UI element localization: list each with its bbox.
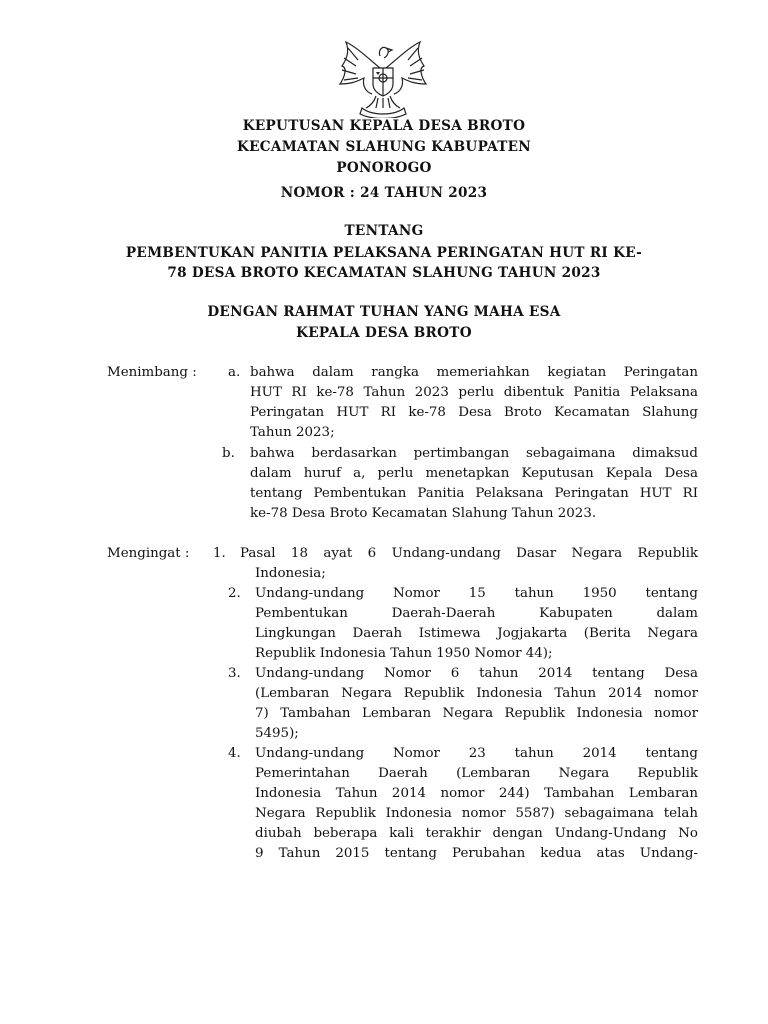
mengingat-1-marker: 1. [213, 546, 226, 561]
mengingat-4-line: Pemerintahan Daerah (Lembaran Negara Republik [255, 766, 698, 781]
subject-line-2: 78 DESA BROTO KECAMATAN SLAHUNG TAHUN 2023 [167, 265, 601, 281]
mengingat-4-line: Indonesia Tahun 2014 nomor 244) Tambahan Lembaran [255, 786, 698, 801]
mengingat-1-line: Indonesia; [255, 566, 326, 581]
mengingat-2-line: Pembentukan Daerah-Daerah Kabupaten dalam [255, 606, 698, 621]
mengingat-4-line: 9 Tahun 2015 tentang Perubahan kedua atas Undang- [255, 846, 698, 861]
mengingat-4-marker: 4. [228, 746, 241, 761]
mengingat-3-marker: 3. [228, 666, 241, 681]
mengingat-4-line: Undang-undang Nomor 23 tahun 2014 tentang [255, 746, 698, 761]
mengingat-2-line: Republik Indonesia Tahun 1950 Nomor 44); [255, 646, 553, 661]
menimbang-b-line: dalam huruf a, perlu menetapkan Keputusan Kepala Desa [250, 466, 698, 481]
grace-line: DENGAN RAHMAT TUHAN YANG MAHA ESA [207, 304, 561, 320]
official-title: KEPALA DESA BROTO [296, 325, 472, 341]
mengingat-3-line: 5495); [255, 726, 299, 741]
mengingat-4-line: diubah beberapa kali terakhir dengan Undang-Undang No [255, 826, 698, 841]
mengingat-label: Mengingat : [107, 546, 190, 561]
menimbang-b-marker: b. [222, 446, 235, 461]
title-line-2: KECAMATAN SLAHUNG KABUPATEN [236, 139, 532, 155]
mengingat-3-line: Undang-undang Nomor 6 tahun 2014 tentang Desa [255, 666, 698, 681]
menimbang-a-line: Tahun 2023; [250, 425, 335, 440]
title-line-3: PONOROGO [336, 160, 432, 176]
mengingat-2-marker: 2. [228, 586, 241, 601]
mengingat-4-line: Negara Republik Indonesia nomor 5587) sebagaimana telah [255, 806, 698, 821]
title-line-1: KEPUTUSAN KEPALA DESA BROTO [242, 118, 526, 134]
menimbang-b-line: ke-78 Desa Broto Kecamatan Slahung Tahun 2023. [250, 506, 597, 521]
subject-line-1: PEMBENTUKAN PANITIA PELAKSANA PERINGATAN HUT RI KE- [125, 245, 643, 261]
garuda-emblem [336, 38, 430, 118]
menimbang-b-line: tentang Pembentukan Panitia Pelaksana Peringatan HUT RI [250, 486, 698, 501]
mengingat-3-line: 7) Tambahan Lembaran Negara Republik Indonesia nomor [255, 706, 698, 721]
menimbang-label: Menimbang : [107, 365, 197, 380]
mengingat-2-line: Lingkungan Daerah Istimewa Jogjakarta (Berita Negara [255, 626, 698, 641]
mengingat-2-line: Undang-undang Nomor 15 tahun 1950 tentang [255, 586, 698, 601]
menimbang-a-marker: a. [228, 365, 241, 380]
decree-number: NOMOR : 24 TAHUN 2023 [280, 185, 488, 201]
menimbang-a-line: bahwa dalam rangka memeriahkan kegiatan Peringatan [250, 365, 698, 380]
mengingat-3-line: (Lembaran Negara Republik Indonesia Tahun 2014 nomor [255, 686, 698, 701]
menimbang-a-line: Peringatan HUT RI ke-78 Desa Broto Kecamatan Slahung [250, 405, 698, 420]
mengingat-1-line: Pasal 18 ayat 6 Undang-undang Dasar Negara Republik [240, 546, 698, 561]
menimbang-b-line: bahwa berdasarkan pertimbangan sebagaimana dimaksud [250, 446, 698, 461]
menimbang-a-line: HUT RI ke-78 Tahun 2023 perlu dibentuk Panitia Pelaksana [250, 385, 698, 400]
about-label: TENTANG [344, 223, 424, 239]
